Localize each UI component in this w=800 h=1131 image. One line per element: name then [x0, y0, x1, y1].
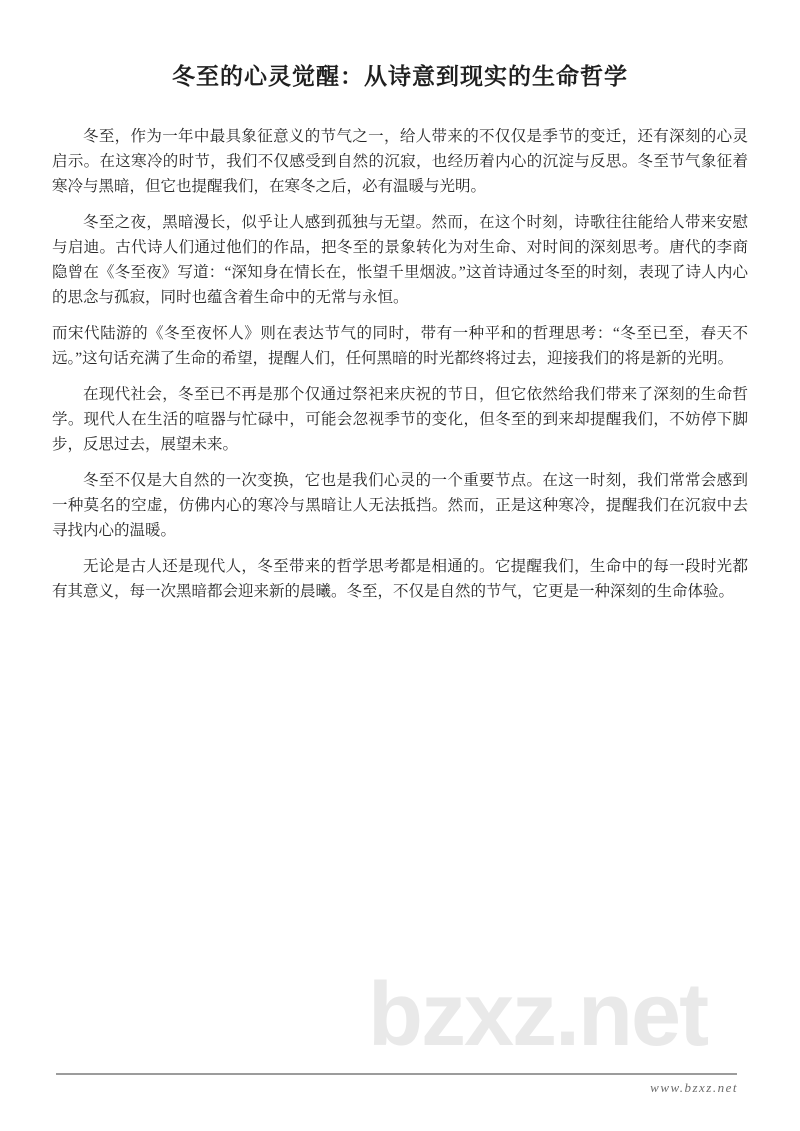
paragraph: 在现代社会，冬至已不再是那个仅通过祭祀来庆祝的节日，但它依然给我们带来了深刻的生命哲学。现代人在生活的喧器与忙碌中，可能会忽视季节的变化，但冬至的到来却提醒我们，不妨停下脚步，反思过去，展望未来。: [52, 386, 748, 453]
article-body: [52, 124, 748, 604]
footer-divider: [56, 1073, 737, 1075]
paragraph: 而宋代陆游的《冬至夜怀人》则在表达节气的同时，带有一种平和的哲理思考：“冬至已至，春天不远。”这句话充满了生命的希望，提醒人们，任何黑暗的时光都终将过去，迎接我们的将是新的光明。: [52, 325, 748, 367]
paragraph: 冬至之夜，黑暗漫长，似乎让人感到孤独与无望。然而，在这个时刻，诗歌往往能给人带来安慰与启迪。古代诗人们通过他们的作品，把冬至的景象转化为对生命、对时间的深刻思考。唐代的李商隐曾在《冬至夜》写道：“深知身在情长在，怅望千里烟波。”这首诗通过冬至的时刻，表现了诗人内心的思念与孤寂，同时也蕴含着生命中的无常与永恒。: [52, 214, 748, 306]
paragraph: 无论是古人还是现代人，冬至带来的哲学思考都是相通的。它提醒我们，生命中的每一段时光都有其意义，每一次黑暗都会迎来新的晨曦。冬至，不仅是自然的节气，它更是一种深刻的生命体验。: [52, 558, 748, 600]
watermark-text: bzxz.net: [368, 965, 708, 1065]
paragraph: 冬至不仅是大自然的一次变换，它也是我们心灵的一个重要节点。在这一时刻，我们常常会感到一种莫名的空虚，仿佛内心的寒冷与黑暗让人无法抵挡。然而，正是这种寒冷，提醒我们在沉寂中去寻找内心的温暖。: [52, 472, 748, 539]
paragraph: 冬至，作为一年中最具象征意义的节气之一，给人带来的不仅仅是季节的变迁，还有深刻的心灵启示。在这寒冷的时节，我们不仅感受到自然的沉寂，也经历着内心的沉淀与反思。冬至节气象征着寒冷与黑暗，但它也提醒我们，在寒冬之后，必有温暖与光明。: [52, 128, 748, 195]
footer-site-url: www.bzxz.net: [650, 1080, 738, 1095]
page-title: 冬至的心灵觉醒：从诗意到现实的生命哲学: [172, 64, 628, 89]
